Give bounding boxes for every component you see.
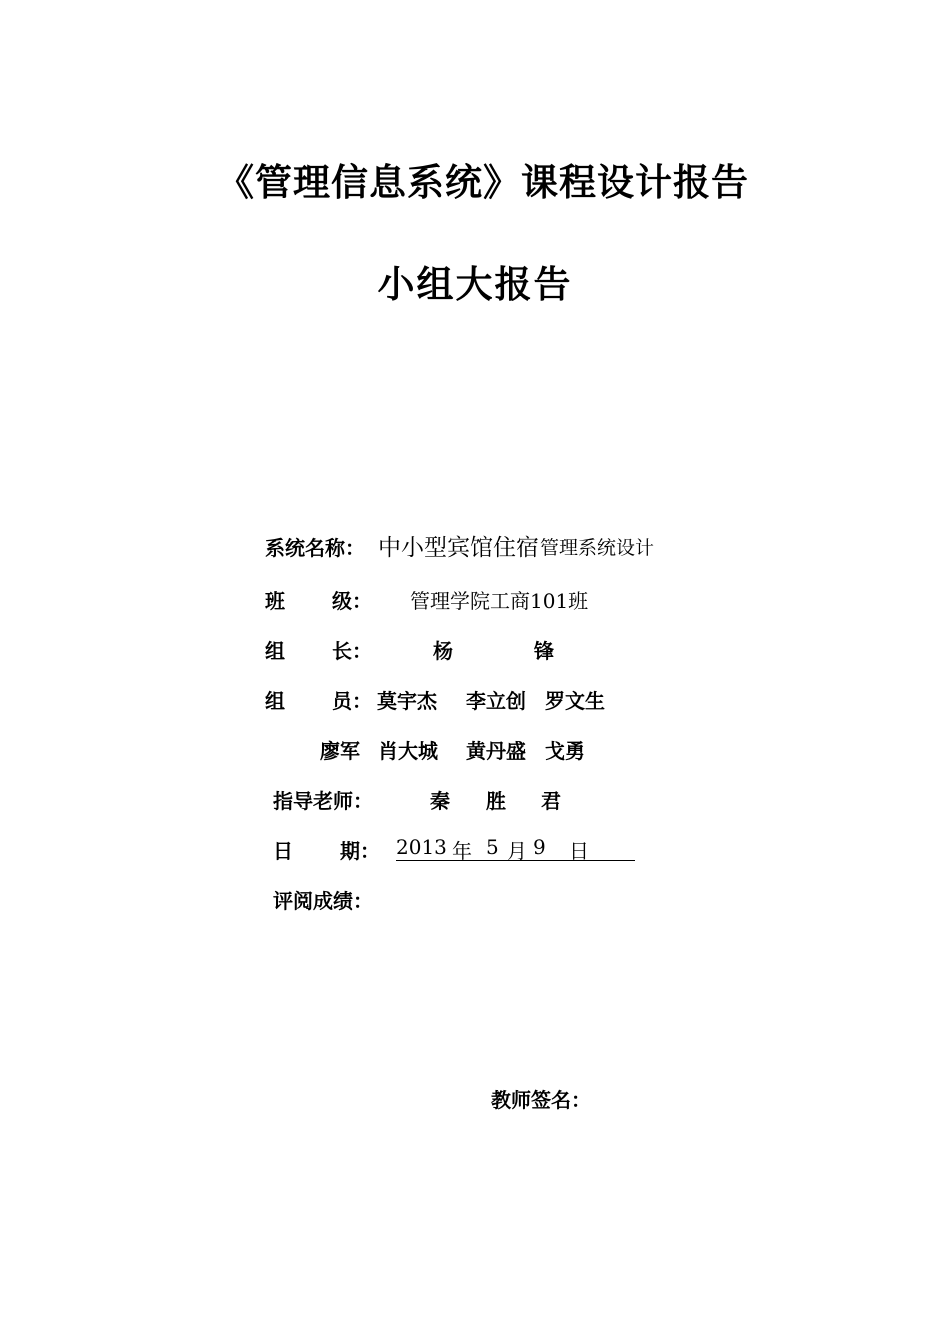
class-label-b: 级： [332, 589, 372, 613]
advisor-char: 秦 [430, 789, 450, 813]
advisor-char: 胜 [486, 789, 506, 813]
date-day: 9 [533, 835, 546, 859]
member-name: 李立创 [466, 689, 526, 713]
leader-value-a: 杨 [433, 639, 453, 663]
date-year: 2013 [396, 835, 447, 859]
class-value: 管理学院工商101班 [410, 589, 589, 613]
member-name: 黄丹盛 [466, 739, 526, 763]
date-day-unit: 日 [569, 839, 589, 863]
members-label-a: 组 [265, 689, 285, 713]
member-name: 罗文生 [545, 689, 605, 713]
date-month-unit: 月 [507, 839, 527, 863]
class-label-a: 班 [265, 589, 285, 613]
date-label-a: 日 [273, 839, 293, 863]
member-name: 廖军 [320, 739, 360, 763]
teacher-signature-label: 教师签名： [491, 1088, 591, 1112]
leader-value-b: 锋 [534, 639, 554, 663]
system-name-label: 系统名称： [265, 536, 365, 560]
date-month: 5 [486, 835, 499, 859]
member-name: 莫宇杰 [377, 689, 437, 713]
grade-label: 评阅成绩： [273, 889, 373, 913]
member-name: 肖大城 [378, 739, 438, 763]
date-year-unit: 年 [452, 839, 472, 863]
system-name-value-large: 中小型宾馆住宿 [378, 535, 539, 561]
report-subtitle: 小组大报告 [377, 263, 573, 306]
advisor-label: 指导老师： [273, 789, 373, 813]
members-label-b: 员： [332, 689, 372, 713]
leader-label-a: 组 [265, 639, 285, 663]
system-name-value-small: 管理系统设计 [540, 537, 655, 559]
leader-label-b: 长： [332, 639, 372, 663]
date-label-b: 期： [340, 839, 380, 863]
advisor-char: 君 [541, 789, 561, 813]
member-name: 戈勇 [545, 739, 585, 763]
report-title: 《管理信息系统》课程设计报告 [217, 161, 749, 204]
